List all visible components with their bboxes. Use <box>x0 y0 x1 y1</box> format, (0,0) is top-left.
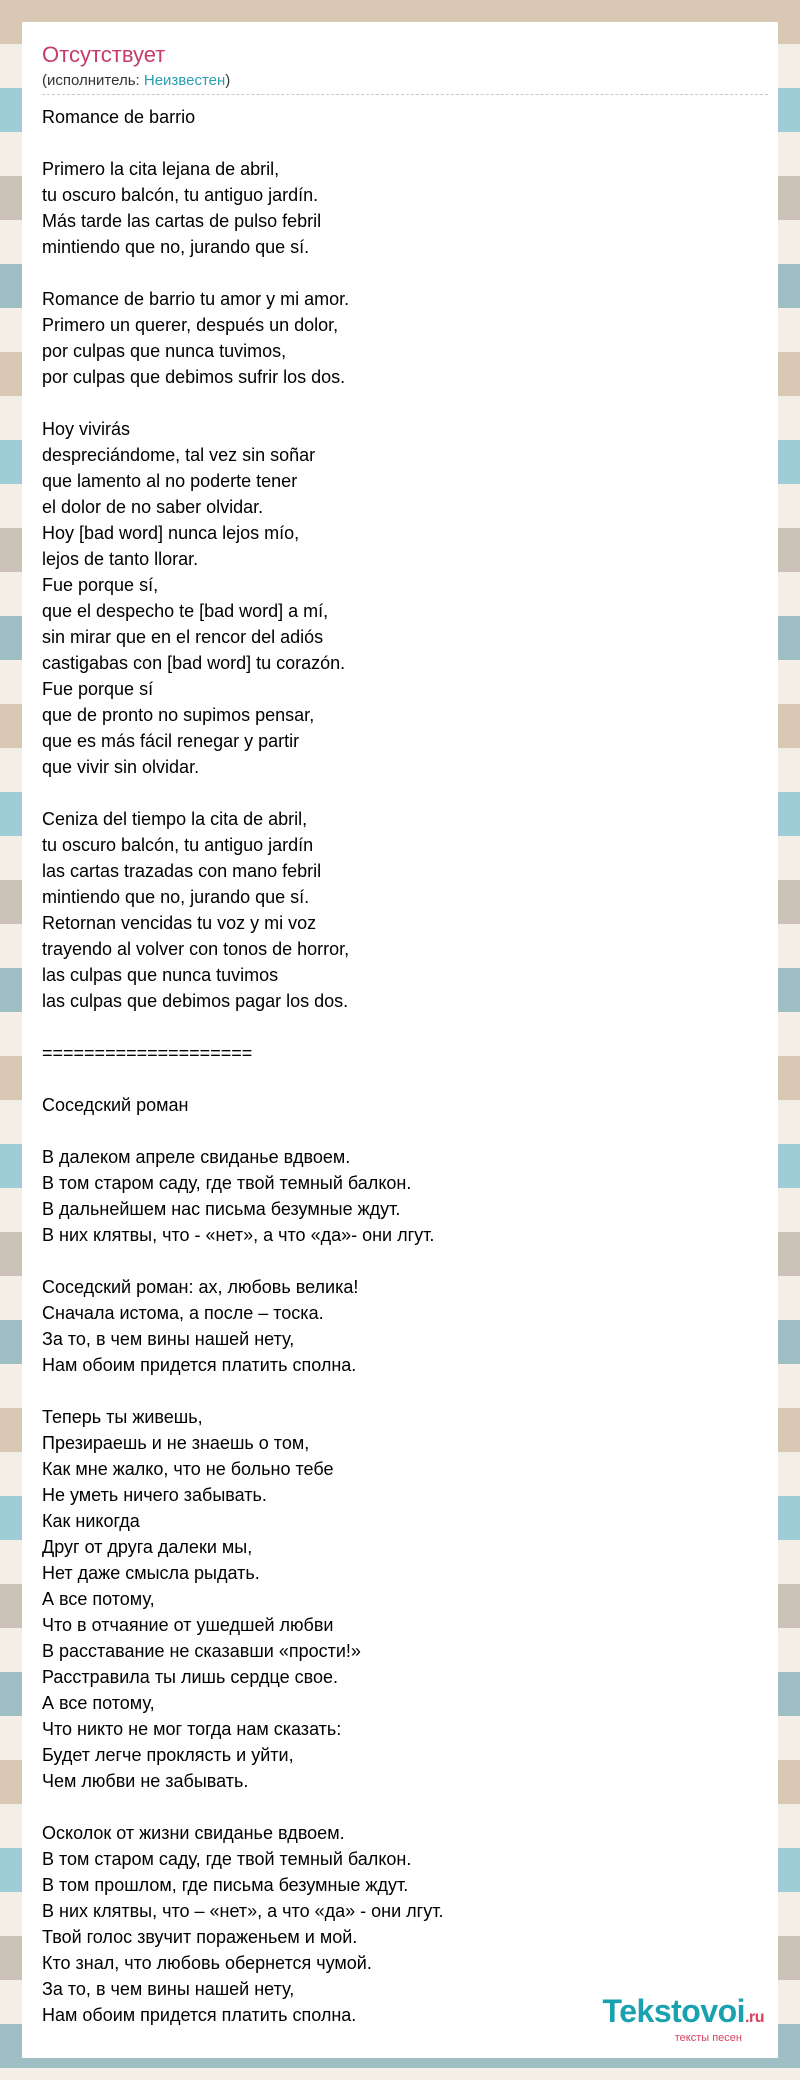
artist-suffix: ) <box>225 72 231 89</box>
lyrics-card <box>22 22 778 2058</box>
artist-prefix: (исполнитель: <box>42 72 144 89</box>
artist-line <box>42 72 230 90</box>
logo-tld: .ru <box>745 2009 764 2026</box>
logo-tagline: тексты песен <box>674 2032 742 2044</box>
artist-link[interactable]: Неизвестен <box>143 72 226 89</box>
site-logo[interactable] <box>603 1995 764 2044</box>
lyrics-text: Romance de barrio Primero la cita lejana de abril, tu oscuro balcón, tu antiguo jardín. Más tarde las cartas de pulso febril mintiendo que no, jurando que sí. Romance de barrio tu amor y mi amor. Primero un querer, después un dolor, por culpas que nunca tuvimos, por culpas que debimos sufrir los dos. Hoy vivirás despreciándome, tal vez sin soñar que lamento al no poderte tener el dolor de no saber olvidar. Hoy [bad word] nunca lejos mío, lejos de tanto llorar. Fue porque sí, que el despecho te [bad word] a mí, sin mirar que en el rencor del adiós castigabas con [bad word] tu corazón. Fue porque sí que de pronto no supimos pensar, que es más fácil renegar y partir que vivir sin olvidar. Ceniza del tiempo la cita de abril, tu oscuro balcón, tu antiguo jardín las cartas trazadas con mano febril mintiendo que no, jurando que sí. Retornan vencidas tu voz y mi voz trayendo al volver con tonos de horror, las culpas que nunca tuvimos las culpas que debimos pagar los dos. ==================== Соседский роман В далеком апреле свиданье вдвоем. В том старом саду, где твой темный балкон. В дальнейшем нас письма безумные ждут. В них клятвы, что - «нет», а что «да»- они лгут. Соседский роман: ах, любовь велика! Сначала истома, а после – тоска. За то, в чем вины нашей нету, Нам обоим придется платить сполна. Теперь ты живешь, Презираешь и не знаешь о том, Как мне жалко, что не больно тебе Не уметь ничего забывать. Как никогда Друг от друга далеки мы, Нет даже смысла рыдать. А все потому, Что в отчаяние от ушедшей любви В расставание не сказавши «прости!» Расстравила ты лишь сердце свое. А все потому, Что никто не мог тогда нам сказать: Будет легче проклясть и уйти, Чем любви не забывать. Осколок от жизни свиданье вдвоем. В том старом саду, где твой темный балкон. В том прошлом, где письма безумные ждут. В них клятвы, что – «нет», а что «да» - они лгут. Твой голос звучит пораженьем и мой. Кто знал, что любовь обернется чумой. За то, в чем вины нашей нету, Нам обоим придется платить сполна. <box>42 107 444 2025</box>
logo-name: Tekstovoi <box>602 1993 746 2029</box>
header-divider <box>42 94 768 95</box>
song-title: Отсутствует <box>42 42 166 67</box>
